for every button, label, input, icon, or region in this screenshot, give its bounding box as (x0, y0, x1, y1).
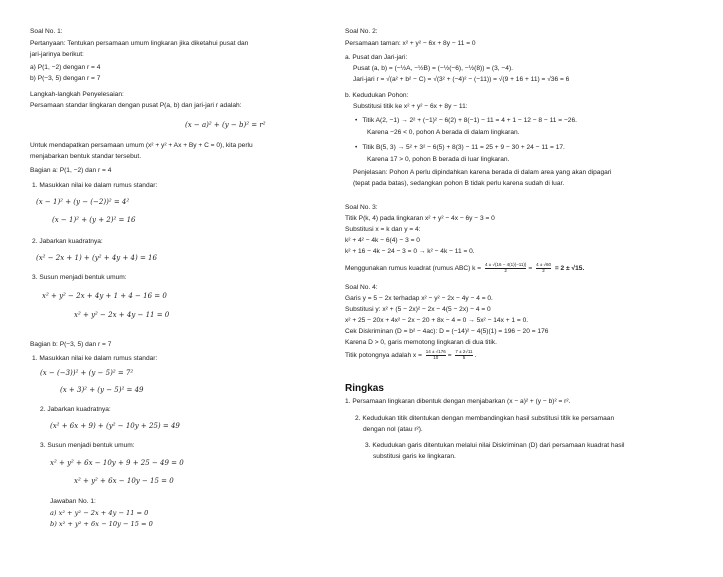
soal4-fraction1-denominator: 10 (433, 354, 439, 360)
general-form-text-line1: Untuk mendapatkan persamaan umum (x² + y² + Ax + By + C = 0), kita perlu (30, 142, 253, 149)
standard-form-text: Persamaan standar lingkaran dengan pusat P(a, b) dan jari-jari r adalah: (30, 102, 242, 109)
soal4-line4: Cek Diskriminan (D = b² − 4ac): D = (−14)² − 4(5)(1) = 196 − 20 = 176 (345, 328, 549, 335)
part-a-title: Bagian a: P(1, −2) dan r = 4 (30, 167, 112, 174)
soal4-line2: Substitusi y: x² + (5 − 2x)² − 2x − 4(5 − 2x) − 4 = 0 (345, 306, 491, 313)
soal2-title: Soal No. 2: (345, 28, 378, 35)
soal3-line2: Substitusi x = k dan y = 4: (345, 226, 421, 233)
soal2-center: Pusat (a, b) = (−½A, −½B) = (−½(−6), −½(8)) = (3, −4). (353, 65, 513, 72)
part-a-equation2: (x − 1)² + (y + 2)² = 16 (52, 216, 136, 224)
soal3-fraction2-denominator: 2 (542, 267, 545, 273)
soal3-result: = 2 ± √15. (554, 265, 585, 273)
soal4-fraction1 (426, 350, 446, 361)
soal4-intersection: Titik potongnya adalah x = $\frac{14 \pm √176}{10}$ = $\frac{7 \pm 2√11}{5}$ . (345, 349, 477, 360)
soal2-part-a-title: a. Pusat dan Jari-jari: (345, 54, 408, 61)
soal2-point-b-note: Karena 17 > 0, pohon B berada di luar lingkaran. (367, 156, 510, 163)
soal4-line1: Garis y = 5 − 2x terhadap x² − y² − 2x − 4y − 4 = 0. (345, 295, 493, 302)
soal3-fraction1-numerator: 4 ± √(16 − 4(1)(−11)) (485, 262, 527, 267)
soal2-point-a-note: Karena −26 < 0, pohon A berada di dalam lingkaran. (367, 129, 520, 136)
soal3-title: Soal No. 3: (345, 204, 378, 211)
steps-title: Langkah-langkah Penyelesaian: (30, 91, 124, 98)
part-a-equation5: x² + y² − 2x + 4y − 11 = 0 (74, 311, 170, 319)
answer-b: b) x² + y² + 6x − 10y − 15 = 0 (50, 520, 153, 528)
soal4-fraction1-numerator: 14 ± √176 (425, 349, 446, 354)
part-a-equation4: x² + y² − 2x + 4y + 1 + 4 − 16 = 0 (42, 292, 167, 300)
soal3-equation2: k² + 16 − 4k − 24 − 3 = 0 → k² − 4k − 11 = 0. (345, 248, 475, 255)
soal3-fraction2-numerator: 4 ± √60 (536, 262, 552, 267)
soal1-option-b: b) P(−3, 5) dengan r = 7 (30, 75, 101, 82)
part-a-step1: 1. Masukkan nilai ke dalam rumus standar: (32, 182, 158, 189)
ringkas-item2-line1: 2. Kedudukan titik ditentukan dengan membandingkan hasil substitusi titik ke persamaan (355, 415, 615, 422)
standard-equation: (x − a)² + (y − b)² = r² (185, 121, 266, 129)
ringkas-item2-line2: dengan nol (atau r²). (363, 426, 423, 433)
soal1-option-a: a) P(1, −2) dengan r = 4 (30, 64, 101, 71)
part-b-step2: 2. Jabarkan kuadratnya: (40, 406, 111, 413)
soal2-radius: Jari-jari r = √(a² + b² − C) = √(3² + (−4)² − (−11)) = √(9 + 16 + 11) = √36 = 6 (353, 76, 570, 83)
part-b-equation2: (x + 3)² + (y − 5)² = 49 (60, 386, 144, 394)
soal3-line1: Titik P(k, 4) pada lingkaran x² + y² − 4x − 6y − 3 = 0 (345, 215, 495, 222)
general-form-text-line2: menjabarkan bentuk standar tersebut. (30, 153, 142, 160)
part-b-step1: 1. Masukkan nilai ke dalam rumus standar: (32, 355, 158, 362)
ringkas-item3-line2: substitusi garis ke lingkaran. (373, 453, 456, 460)
soal1-question-line2: jari-jarinya berikut: (30, 51, 84, 58)
soal2-explanation-line2: (tepat pada batas), sedangkan pohon B tidak perlu karena sudah di luar. (353, 180, 565, 187)
part-b-equation5: x² + y² + 6x − 10y − 15 = 0 (74, 477, 174, 485)
soal2-given: Persamaan taman: x² + y² − 6x + 8y − 11 = 0 (345, 40, 476, 47)
soal4-line3: x² + 25 − 20x + 4x² − 2x − 20 + 8x − 4 = 0 → 5x² − 14x + 1 = 0. (345, 317, 529, 324)
soal3-equation1: k² + 4² − 4k − 6(4) − 3 = 0 (345, 237, 420, 244)
soal4-fraction2-denominator: 5 (462, 354, 466, 360)
part-a-step3: 3. Susun menjadi bentuk umum: (32, 274, 127, 281)
soal3-fraction1 (485, 263, 526, 274)
part-a-equation1: (x − 1)² + (y − (−2))² = 4² (36, 198, 130, 206)
soal1-title: Soal No. 1: (30, 28, 63, 35)
part-a-equation3: (x² − 2x + 1) + (y² + 4y + 4) = 16 (36, 254, 157, 262)
ringkas-heading: Ringkas (345, 383, 384, 394)
part-b-equation1: (x − (−3))² + (y − 5)² = 7² (40, 369, 134, 377)
ringkas-item3-line1: 3. Kedudukan garis ditentukan melalui nilai Diskriminan (D) dari persamaan kuadrat hasil (365, 442, 625, 449)
soal4-fraction2 (455, 350, 472, 361)
part-b-equation3: (x² + 6x + 9) + (y² − 10y + 25) = 49 (50, 422, 180, 430)
part-b-equation4: x² + y² + 6x − 10y + 9 + 25 − 49 = 0 (50, 459, 184, 467)
soal4-title: Soal No. 4: (345, 284, 378, 291)
soal3-abc-text: Menggunakan rumus kuadrat (rumus ABC) k = (345, 265, 482, 273)
soal3-abc-formula: Menggunakan rumus kuadrat (rumus ABC) k = $\frac{4 \pm √(16 - 4(1)(-11))}{2}$ = $\frac{4 \pm √60}{2}$ = 2 ± √15. (345, 262, 585, 273)
soal1-question-line1: Pertanyaan: Tentukan persamaan umum lingkaran jika diketahui pusat dan (30, 40, 249, 47)
soal4-fraction2-numerator: 7 ± 2√11 (455, 349, 473, 354)
answer-title: Jawaban No. 1: (50, 498, 96, 505)
part-b-title: Bagian b: P(−3, 5) dan r = 7 (30, 341, 112, 348)
part-a-step2: 2. Jabarkan kuadratnya: (32, 238, 103, 245)
ringkas-item1: 1. Persamaan lingkaran dibentuk dengan menjabarkan (x − a)² + (y − b)² = r². (345, 398, 571, 405)
soal2-point-a: • Titik A(2, −1) → 2² + (−1)² − 6(2) + 8(−1) − 11 = 4 + 1 − 12 − 8 − 11 = −26. (355, 117, 577, 126)
soal2-explanation-line1: Penjelasan: Pohon A perlu dipindahkan karena berada di dalam area yang akan dipagari (353, 169, 612, 176)
soal4-line6: Titik potongnya adalah x = (345, 352, 422, 360)
soal4-line5: Karena D > 0, garis memotong lingkaran di dua titik. (345, 339, 497, 346)
soal3-fraction1-denominator: 2 (504, 267, 507, 273)
soal2-part-b-title: b. Kedudukan Pohon: (345, 92, 409, 99)
answer-a: a) x² + y² − 2x + 4y − 11 = 0 (50, 509, 149, 517)
soal2-substitute: Substitusi titik ke x² + y² − 6x + 8y − 11: (353, 103, 468, 110)
part-b-step3: 3. Susun menjadi bentuk umum: (40, 442, 135, 449)
soal3-fraction2 (536, 263, 551, 274)
soal2-point-b: • Titik B(5, 3) → 5² + 3² − 6(5) + 8(3) − 11 = 25 + 9 − 30 + 24 − 11 = 17. (355, 144, 565, 153)
